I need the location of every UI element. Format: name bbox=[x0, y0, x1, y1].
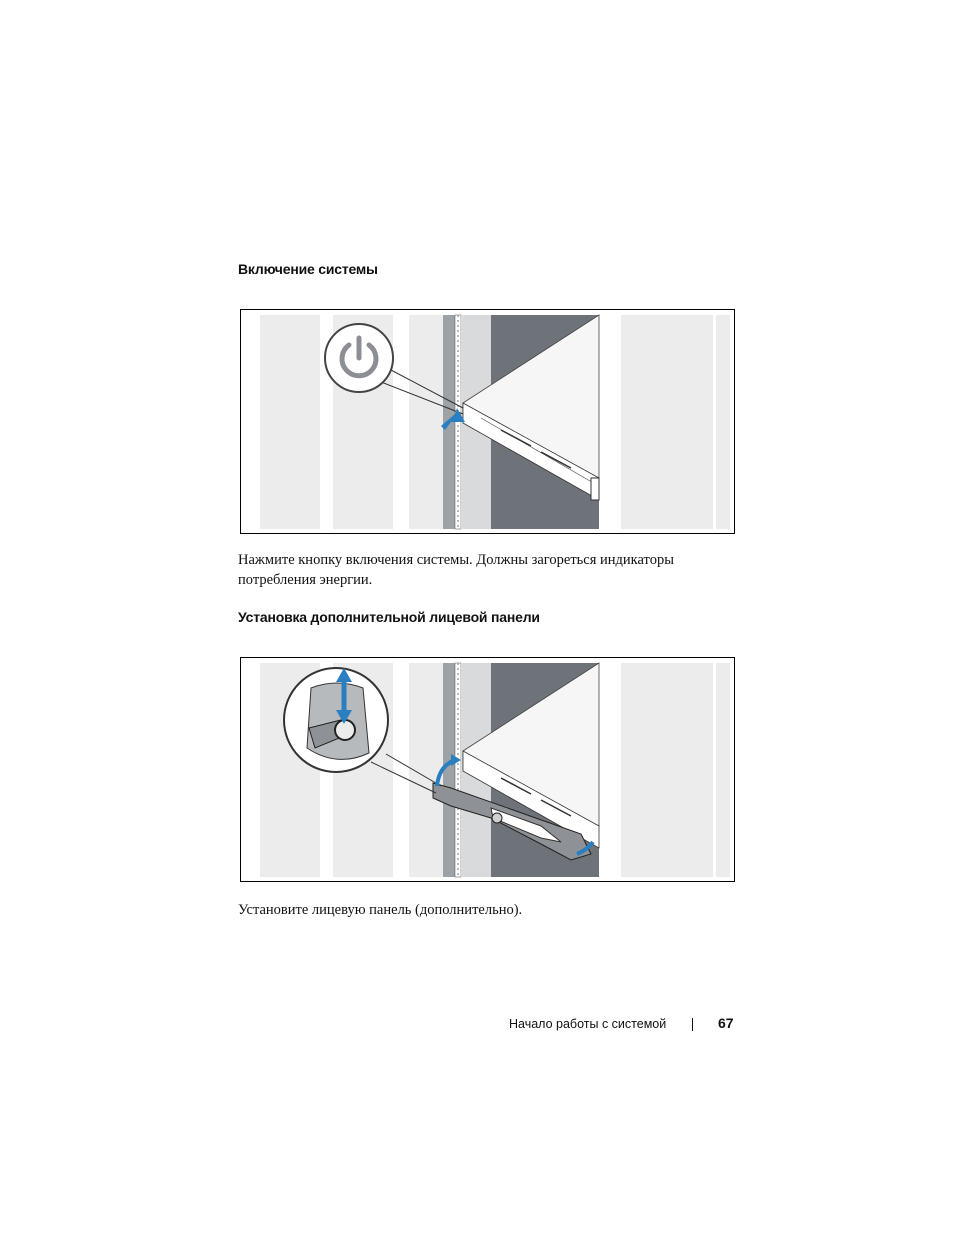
footer-chapter-title: Начало работы с системой bbox=[509, 1017, 667, 1031]
footer-separator bbox=[692, 1018, 693, 1031]
power-on-illustration bbox=[241, 310, 735, 534]
section-heading-power-on: Включение системы bbox=[238, 261, 378, 277]
caption-bezel: Установите лицевую панель (дополнительно). bbox=[238, 902, 523, 918]
section-heading-bezel: Установка дополнительной лицевой панели bbox=[238, 609, 540, 625]
bezel-illustration bbox=[241, 658, 735, 882]
footer-page-number: 67 bbox=[718, 1015, 734, 1031]
figure-power-button bbox=[240, 309, 735, 534]
figure-bezel-install bbox=[240, 657, 735, 882]
caption-power-on: Нажмите кнопку включения системы. Должны загореться индикаторы потребления энергии. bbox=[238, 552, 674, 588]
